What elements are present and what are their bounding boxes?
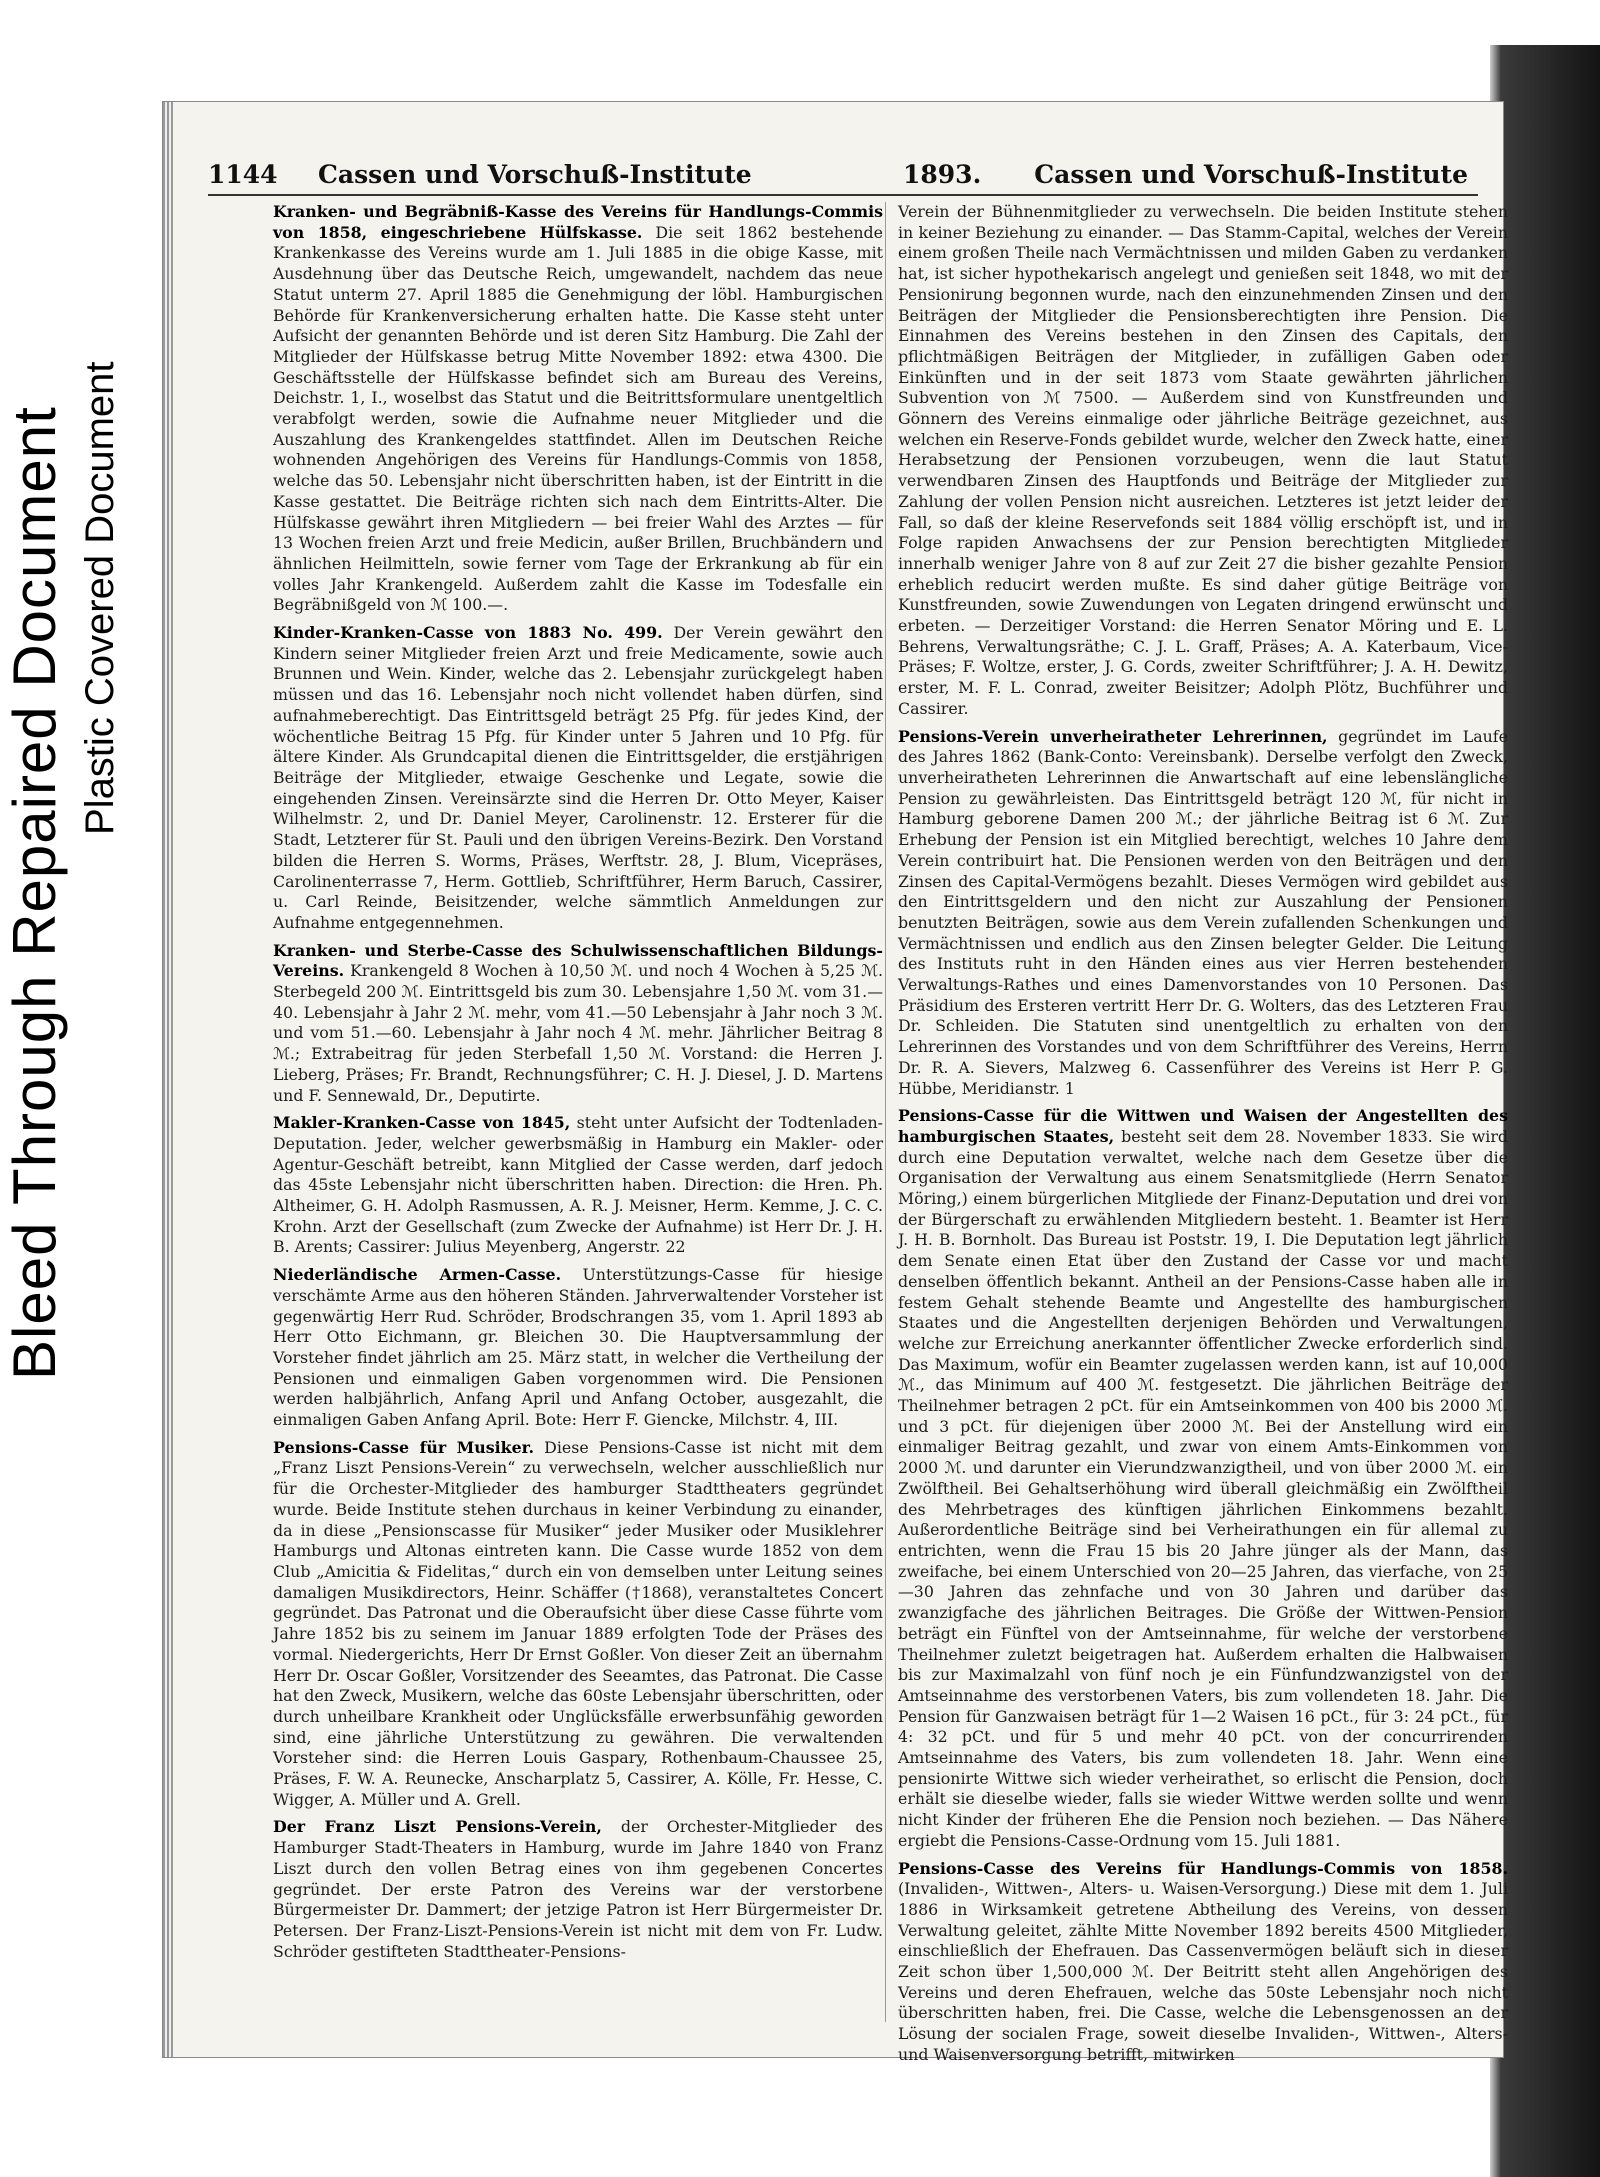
entry-title: Pensions-Verein unverheiratheter Lehrerinnen, <box>898 726 1328 746</box>
running-title-right: Cassen und Vorschuß-Institute <box>1034 160 1468 189</box>
entry-text: Krankengeld 8 Wochen à 10,50 ℳ. und noch 4 Wochen à 5,25 ℳ. Sterbegeld 200 ℳ. Eintrittsgeld bis zum 30. Lebensjahre 1,50 ℳ. vom 31.—40. Lebensjahr à Jahr 2 ℳ. mehr, vom 41.—50 Lebensjahr à Jahr noch 3 ℳ. und vom 51.—60. Lebensjahr à Jahr noch 4 ℳ. mehr. Jährlicher Beitrag 8 ℳ.; Extrabeitrag für jeden Sterbefall 1,50 ℳ. Vorstand: die Herren J. Lieberg, Präses; Fr. Brandt, Rechnungsführer; C. H. J. Diesel, J. D. Martens und F. Sennewald, Dr., Deputirte. <box>273 961 883 1105</box>
page-year: 1893. <box>903 160 982 189</box>
document-entry <box>898 1859 1508 2066</box>
document-page <box>163 102 1508 2064</box>
document-entry <box>898 1106 1508 1851</box>
document-entry <box>273 941 883 1107</box>
page-binding-edge <box>163 102 173 2057</box>
entry-text: steht unter Aufsicht der Todtenladen-Deputation. Jeder, welcher gewerbsmäßig in Hamburg ein Makler- oder Agentur-Geschäft betreibt, kann Mitglied der Casse werden, darf jedoch das 45ste Lebensjahr nicht überschritten haben. Direction: die Hren. Ph. Altheimer, G. H. Adolph Rasmussen, A. R. J. Meisner, Herm. Kemme, J. C. C. Krohn. Arzt der Gesellschaft (zum Zwecke der Aufnahme) ist Herr Dr. J. H. B. Arents; Cassirer: Julius Meyenberg, Angerstr. 22 <box>273 1113 883 1257</box>
document-entry <box>273 1265 883 1431</box>
document-entry <box>898 202 1508 720</box>
entry-text: Unterstützungs-Casse für hiesige verschämte Arme aus den höheren Ständen. Jahrverwaltender Vorsteher ist gegenwärtig Herr Rud. Schröder, Brodschrangen 35, vom 1. April 1893 ab Herr Otto Eichmann, gr. Bleichen 30. Die Hauptversammlung der Vorsteher findet jährlich am 25. März statt, in welcher die Vertheilung der Pensionen und einmaligen Gaben vorgenommen wird. Die Pensionen werden halbjährlich, Anfang April und Anfang October, ausgezahlt, die einmaligen Gaben Anfang April. Bote: Herr F. Giencke, Milchstr. 4, III. <box>273 1265 883 1430</box>
column-divider <box>885 202 886 2022</box>
entry-text: der Orchester-Mitglieder des Hamburger Stadt-Theaters in Hamburg, wurde im Jahre 1840 von Franz Liszt durch den vollen Betrag eines von ihm gegebenen Concertes gegründet. Der erste Patron des Vereins war der verstorbene Bürgermeister Dr. Dammert; der jetzige Patron ist Herr Bürgermeister Dr. Petersen. Der Franz-Liszt-Pensions-Verein ist nicht mit dem von Fr. Ludw. Schröder gestifteten Stadttheater-Pensions- <box>273 1817 883 1961</box>
entry-title: Kinder-Kranken-Casse von 1883 No. 499. <box>273 623 663 643</box>
entry-title: Pensions-Casse des Vereins für Handlungs-Commis von 1858. <box>898 1858 1508 1878</box>
entry-text: (Invaliden-, Wittwen-, Alters- u. Waisen-Versorgung.) Diese mit dem 1. Juli 1886 in Wirksamkeit getretene Abtheilung des Vereins, von dessen Verwaltung geleitet, zählte Mitte November 1892 bereits 4500 Mitglieder, einschließlich der Ehefrauen. Das Cassenvermögen beläuft sich in dieser Zeit schon über 1,500,000 ℳ. Der Beitritt steht allen Angehörigen des Vereins und deren Ehefrauen, welche das 50ste Lebensjahr noch nicht überschritten haben, frei. Die Casse, welche die Lebensgenossen an der Lösung der socialen Frage, soweit dieselbe Invaliden-, Wittwen-, Alters- und Waisenversorgung betrifft, mitwirken <box>898 1879 1508 2064</box>
entry-text: Die seit 1862 bestehende Krankenkasse des Vereins wurde am 1. Juli 1885 in die obige Kasse, mit Ausdehnung über das Deutsche Reich, umgewandelt, nachdem das neue Statut unterm 27. April 1885 die Genehmigung der löbl. Hamburgischen Behörde für Krankenversicherung erhalten hatte. Die Kasse steht unter Aufsicht der genannten Behörde und ist deren Sitz Hamburg. Die Zahl der Mitglieder der Hülfskasse betrug Mitte November 1892: etwa 4300. Die Geschäftsstelle der Hülfskasse befindet sich am Bureau des Vereins, Deichstr. 1, I., woselbst das Statut und die Beitrittsformulare unentgeltlich verabfolgt werden, sowie die Aufnahme neuer Mitglieder und die Auszahlung des Krankengeldes stattfindet. Allen im Deutschen Reiche wohnenden Angehörigen des Vereins für Handlungs-Commis von 1858, welche das 50. Lebensjahr nicht überschritten haben, ist der Eintritt in die Kasse gestattet. Die Beiträge richten sich nach dem Eintritts-Alter. Die Hülfskasse gewährt ihren Mitgliedern — bei freier Wahl des Arztes — für 13 Wochen freien Arzt und freie Medicin, außer Brillen, Bruchbändern und ähnlichen Heilmitteln, sowie ferner vom Tage der Erkrankung ab für ein volles Jahr Krankengeld. Außerdem zahlt die Kasse im Todesfalle ein Begräbnißgeld von ℳ 100.—. <box>273 222 884 615</box>
document-entry <box>273 202 883 616</box>
running-title-left: Cassen und Vorschuß-Institute <box>318 160 752 189</box>
entry-text: Diese Pensions-Casse ist nicht mit dem „Franz Liszt Pensions-Verein“ zu verwechseln, welcher ausschließlich nur für die Orchester-Mitglieder des hamburger Stadttheaters gegründet wurde. Beide Institute stehen durchaus in keiner Verbindung zu einander, da in diese „Pensionscasse für Musiker“ jeder Musiker oder Musiklehrer Hamburgs und Altonas eintreten kann. Die Casse wurde 1852 von dem Club „Amicitia & Fidelitas,“ durch ein von demselben unter Leitung seines damaligen Musikdirectors, Heinr. Schäffer (†1868), veranstaltetes Concert gegründet. Das Patronat und die Oberaufsicht über diese Casse führte vom Jahre 1852 bis zu seinem im Januar 1889 erfolgten Tode der Präses des vormal. Niedergerichts, Herr Dr Ernst Goßler. Von dieser Zeit an übernahm Herr Dr. Oscar Goßler, Vorsitzender des Seeamtes, das Patronat. Die Casse hat den Zweck, Musikern, welche das 60ste Lebensjahr überschritten, oder durch unheilbare Krankheit oder Unglücksfälle erwerbsunfähig geworden sind, eine jährliche Unterstützung zu gewähren. Die verwaltenden Vorsteher sind: die Herren Louis Gaspary, Rothenbaum-Chaussee 25, Präses, F. W. A. Reunecke, Anscharplatz 5, Cassirer, A. Kölle, Fr. Hesse, C. Wigger, A. Müller und A. Grell. <box>273 1437 883 1809</box>
entry-title: Kranken- und Begräbniß-Kasse des Vereins für Handlungs-Commis von 1858, eingeschriebene Hülfskasse. <box>273 202 883 242</box>
page-header <box>208 160 1478 196</box>
page-number: 1144 <box>208 160 278 189</box>
left-column <box>273 202 883 2022</box>
right-column <box>898 202 1508 2064</box>
document-entry <box>273 1113 883 1258</box>
entry-text: besteht seit dem 28. November 1833. Sie wird durch eine Deputation verwaltet, welche nach dem Gesetze über die Organisation der Verwaltung aus einem Senatsmitgliede (Herrn Senator Möring,) einem bürgerlichen Mitgliede der Finanz-Deputation und drei von der Bürgerschaft zu erwählenden Mitgliedern besteht. 1. Beamter ist Herr J. H. B. Bornholt. Das Bureau ist Poststr. 19, I. Die Deputation legt jährlich dem Senate einen Etat über den Zustand der Casse vor und macht denselben öffentlich bekannt. Antheil an der Pensions-Casse haben alle in festem Gehalt stehende Beamte und Angestellte des hamburgischen Staates und die Angestellten derjenigen Behörden und Verwaltungen, welche zur Erreichung anerkannter öffentlicher Zwecke erforderlich sind. Das Maximum, wofür ein Beamter zugelassen werden kann, ist auf 10,000 ℳ., das Minimum auf 400 ℳ. festgesetzt. Die jährlichen Beiträge der Theilnehmer betragen 2 pCt. für ein Amtseinkommen von 400 bis 2000 ℳ. und 3 pCt. für diejenigen über 2000 ℳ. Bei der Anstellung wird ein einmaliger Beitrag gezahlt, und zwar von einem Amts-Einkommen von 2000 ℳ. und darunter ein Vierundzwanzigtheil, und von über 2000 ℳ. ein Zwölftheil. Bei Gehaltserhöhung wird überall gleichmäßig ein Zwölftheil des Mehrbetrages des künftigen jährlichen Einkommens bezahlt. Außerordentliche Beiträge sind bei Verheirathungen ein für allemal zu entrichten, wenn die Frau 15 bis 20 Jahre jünger als der Mann, das zweifache, bei einem Unterschied von 20—25 Jahren, das vierfache, von 25—30 Jahren das zehnfache und von 30 Jahren und darüber das zwanzigfache des jährlichen Beitrages. Die Größe der Wittwen-Pension beträgt ein Fünftel von der Amtseinnahme, für welche der verstorbene Theilnehmer zuletzt beigetragen hat. Außerdem erhalten die Halbwaisen bis zur Maximalzahl von fünf noch je ein Fünfundzwanzigstel von der Amtseinnahme des verstorbenen Vaters, bis zum vollendeten 18. Jahr. Die Pension für Ganzwaisen beträgt für 1—2 Waisen 16 pCt., für 3: 24 pCt., für 4: 32 pCt. und für 5 und mehr 40 pCt. von der concurrirenden Amtseinnahme des Vaters, bis zum vollendeten 18. Jahr. Wenn eine pensionirte Wittwe sich wieder verheirathet, so erlischt die Pension, doch erhält sie dieselbe wieder, falls sie wieder Wittwe werden sollte und wenn nicht Kinder der früheren Ehe die Pension noch beziehen. — Das Nähere ergiebt die Pensions-Casse-Ordnung vom 15. Juli 1881. <box>898 1126 1508 1850</box>
entry-title: Makler-Kranken-Casse von 1845, <box>273 1113 571 1133</box>
entry-title: Pensions-Casse für die Wittwen und Waisen der Angestellten des hamburgischen Staates, <box>898 1106 1508 1146</box>
document-entry <box>898 727 1508 1100</box>
document-entry <box>273 1438 883 1811</box>
entry-title: Niederländische Armen-Casse. <box>273 1265 562 1285</box>
plastic-covered-label: Plastic Covered Document <box>78 361 122 835</box>
entry-text: gegründet im Laufe des Jahres 1862 (Bank-Conto: Vereinsbank). Derselbe verfolgt den Zweck, unverheiratheten Lehrerinnen die Anwartschaft auf eine lebenslängliche Pension zu gewährleisten. Das Eintrittsgeld beträgt 120 ℳ, für nicht in Hamburg geborene Damen 200 ℳ.; der jährliche Beitrag ist 6 ℳ. Zur Erhebung der Pension ist ein Mitglied berechtigt, welches 10 Jahre dem Verein contribuirt hat. Die Pensionen werden von den Beiträgen und den Zinsen des Capital-Vermögens bezahlt. Dieses Vermögen wird gebildet aus den Eintrittsgeldern und den nicht zur Auszahlung der Pensionen benutzten Beiträgen, sowie aus dem Verein zufallenden Schenkungen und Vermächtnissen und endlich aus den Zinsen belegter Gelder. Die Leitung des Instituts ruht in den Händen eines aus vier Herren bestehenden Verwaltungs-Rathes und eines Damenvorstandes von 10 Personen. Das Präsidium des Ersteren vertritt Herr Dr. G. Wolters, das des Letzteren Frau Dr. Schleiden. Die Statuten sind unentgeltlich zu erhalten von den Lehrerinnen des Vorstandes und von dem Schriftführer des Vereins, Herrn Dr. R. A. Sievers, Malzweg 6. Cassenführer des Vereins ist Herr P. G. Hübbe, Meridianstr. 1 <box>898 726 1508 1098</box>
bleed-through-repaired-label: Bleed Through Repaired Document <box>1 406 68 1380</box>
document-entry <box>273 623 883 934</box>
document-entry <box>273 1817 883 1962</box>
entry-text: Verein der Bühnenmitglieder zu verwechseln. Die beiden Institute stehen in keiner Beziehung zu einander. — Das Stamm-Capital, welches der Verein einem großen Theile nach Vermächtnissen und milden Gaben zu verdanken hat, ist sicher hypothekarisch angelegt und genießen seit 1848, wo mit der Pensionirung begonnen wurde, nach den einzunehmenden Zinsen und den Beiträgen der Mitglieder die Pensionsberechtigten ihre Pension. Die Einnahmen des Vereins bestehen in den Zinsen des Capitals, den pflichtmäßigen Beiträgen der Mitglieder, in zufälligen Gaben oder Einkünften und in der seit 1873 vom Staate gewährten jährlichen Subvention von ℳ 7500. — Außerdem sind von Kunstfreunden und Gönnern des Vereins einmalige oder jährliche Beiträge gezeichnet, aus welchen ein Reserve-Fonds gebildet wurde, welcher den Zweck hatte, einer Herabsetzung der Pensionen vorzubeugen, wenn die laut Statut verwendbaren Zinsen des Hauptfonds und Beiträge der Mitglieder zur Zahlung der vollen Pension nicht ausreichen. Letzteres ist jetzt leider der Fall, so daß der kleine Reservefonds seit 1884 völlig erschöpft ist, und in Folge rapiden Anwachsens der zur Pension berechtigten Mitglieder innerhalb weniger Jahre von 8 auf zur Zeit 27 die bisher gezahlte Pension erheblich reducirt werden mußte. Es sind daher gütige Beiträge von Kunstfreunden, sowie Zuwendungen von Legaten dringend erwünscht und erbeten. — Derzeitiger Vorstand: die Herren Senator Möring und E. L. Behrens, Verwaltungsräthe; C. J. L. Graff, Präses; A. A. Katerbaum, Vice-Präses; F. Woltze, erster, J. G. Cords, zweiter Schriftführer; J. A. H. Dewitz, erster, M. F. L. Conrad, zweiter Beisitzer; Adolph Plötz, Buchführer und Cassirer. <box>898 202 1508 718</box>
entry-text: Der Verein gewährt den Kindern seiner Mitglieder freien Arzt und freie Medicamente, sowie auch Brunnen und Wein. Kinder, welche das 2. Lebensjahr zurückgelegt haben müssen und das 16. Lebensjahr noch nicht vollendet haben dürfen, sind aufnahmeberechtigt. Das Eintrittsgeld beträgt 25 Pfg. für jedes Kind, der wöchentliche Beitrag 15 Pfg. für Kinder unter 5 Jahren und 10 Pfg. für ältere Kinder. Als Grundcapital dienen die Eintrittsgelder, die erstjährigen Beiträge der Mitglieder, etwaige Geschenke und Legate, sowie die eingehenden Zinsen. Vereinsärzte sind die Herren Dr. Otto Meyer, Kaiser Wilhelmstr. 2, und Dr. Daniel Meyer, Carolinenstr. 12. Ersterer für die Stadt, Letzterer für St. Pauli und den übrigen Vereins-Bezirk. Den Vorstand bilden die Herren S. Worms, Präses, Werftstr. 28, J. Blum, Vicepräses, Carolinenterrasse 7, Herm. Gottlieb, Schriftführer, Herm Baruch, Cassirer, u. Carl Reinde, Beisitzender, welche sämmtlich Anmeldungen zur Aufnahme entgegennehmen. <box>273 623 883 932</box>
entry-title: Pensions-Casse für Musiker. <box>273 1437 535 1457</box>
entry-title: Kranken- und Sterbe-Casse des Schulwissenschaftlichen Bildungs-Vereins. <box>273 940 883 981</box>
entry-title: Der Franz Liszt Pensions-Verein, <box>273 1817 602 1837</box>
